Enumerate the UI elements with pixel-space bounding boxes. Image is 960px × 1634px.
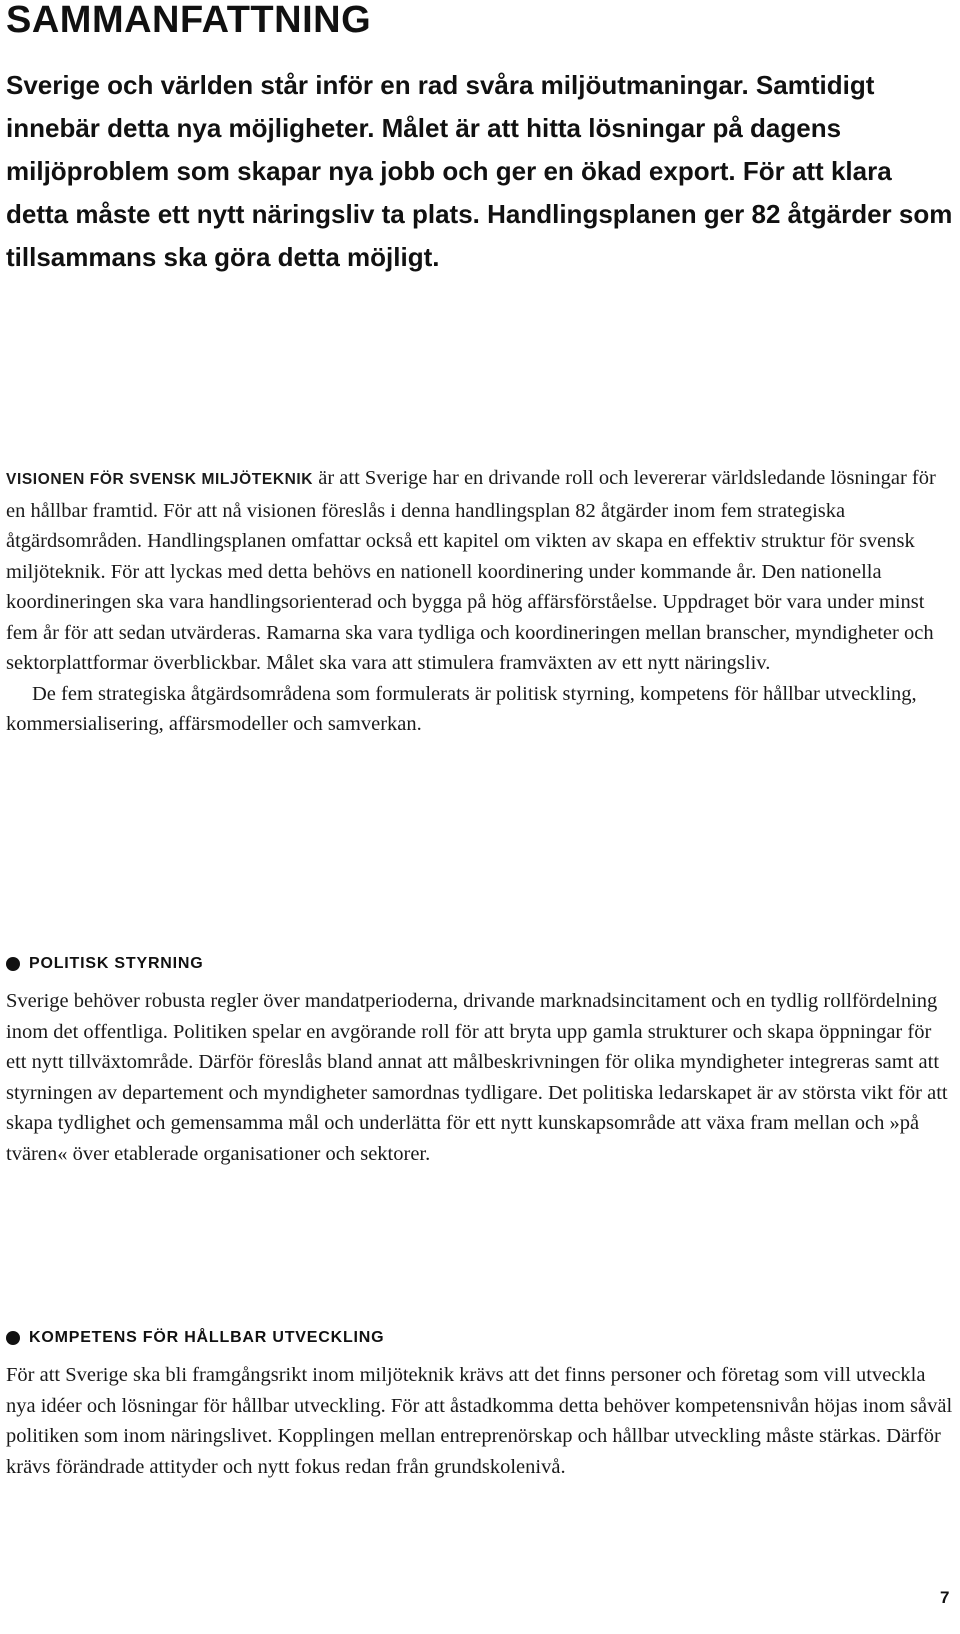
lead-paragraph: Sverige och världen står inför en rad svåra miljöutmaningar. Samtidigt innebär detta nya möjligheter. Målet är att hitta lösningar på dagens miljöproblem som skapar nya jobb och ger en ökad export. För att klara detta måste ett nytt näringsliv ta plats. Handlingsplanen ger 82 åtgärder som tillsammans ska göra detta möjligt. — [6, 70, 953, 272]
intro-paragraph-text: är att Sverige har en drivande roll och levererar världsledande lösningar för en hållbar framtid. För att nå visionen föreslås i denna handlingsplan 82 åtgärder inom fem strategiska åtgärdsområden. Handlingsplanen omfattar också ett kapitel om vikten av skapa en effektiv struktur för svensk miljöteknik. För att lyckas med detta behövs en nationell koordinering under kommande år. Den nationella koordineringen ska vara handlingsorienterad och bygga på hög affärsförståelse. Uppdraget bör vara under minst fem år för att sedan utvärderas. Ramarna ska vara tydliga och koordineringen mellan branscher, myndigheter och sektorplattformar överblickbar. Målet ska vara att stimulera framväxten av ett nytt näringsliv. — [6, 467, 936, 674]
bullet-icon — [6, 1331, 20, 1345]
bullet-icon — [6, 957, 20, 971]
section-heading-label: POLITISK STYRNING — [29, 955, 204, 972]
intro-paragraph — [6, 463, 956, 679]
page-number: 7 — [940, 1588, 950, 1607]
intro-paragraph-2: De fem strategiska åtgärdsområdena som formulerats är politisk styrning, kompetens för hållbar utveckling, kommersialisering, affärsmodeller och samverkan. — [6, 682, 917, 735]
section-paragraph: Sverige behöver robusta regler över mandatperioderna, drivande marknadsincitament och en tydlig rollfördelning inom det offentliga. Politiken spelar en avgörande roll för att bryta upp gamla strukturer och skapa öppningar för ett nytt tillväxtområde. Därför föreslås bland annat att målbeskrivningen för olika myndigheter integreras samt att styrningen av departement och myndigheter samordnas tydligare. Det politiska ledarskapet är av största vikt för att skapa tydlighet och gemensamma mål och underlätta för ett nytt kunskapsområde att växa fram mellan och »på tvären« över etablerade organisationer och sektorer. — [6, 990, 948, 1165]
intro-runin-heading: VISIONEN FÖR SVENSK MILJÖTEKNIK — [6, 471, 314, 488]
intro-section — [6, 463, 956, 740]
section-body-politisk-styrning — [6, 986, 956, 1169]
section-heading-label: KOMPETENS FÖR HÅLLBAR UTVECKLING — [29, 1329, 385, 1346]
page-title: SAMMANFATTNING — [6, 0, 372, 41]
section-heading-kompetens — [6, 1327, 384, 1349]
section-body-kompetens — [6, 1360, 956, 1482]
section-heading-politisk-styrning — [6, 953, 204, 975]
section-paragraph: För att Sverige ska bli framgångsrikt inom miljöteknik krävs att det finns personer och företag som vill utveckla nya idéer och lösningar för hållbar utveckling. För att åstadkomma detta behöver kompetensnivån höjas inom såväl politiken som inom näringslivet. Kopplingen mellan entreprenörskap och hållbar utveckling måste stärkas. Därför krävs förändrade attityder och nytt fokus redan från grundskolenivå. — [6, 1364, 953, 1478]
